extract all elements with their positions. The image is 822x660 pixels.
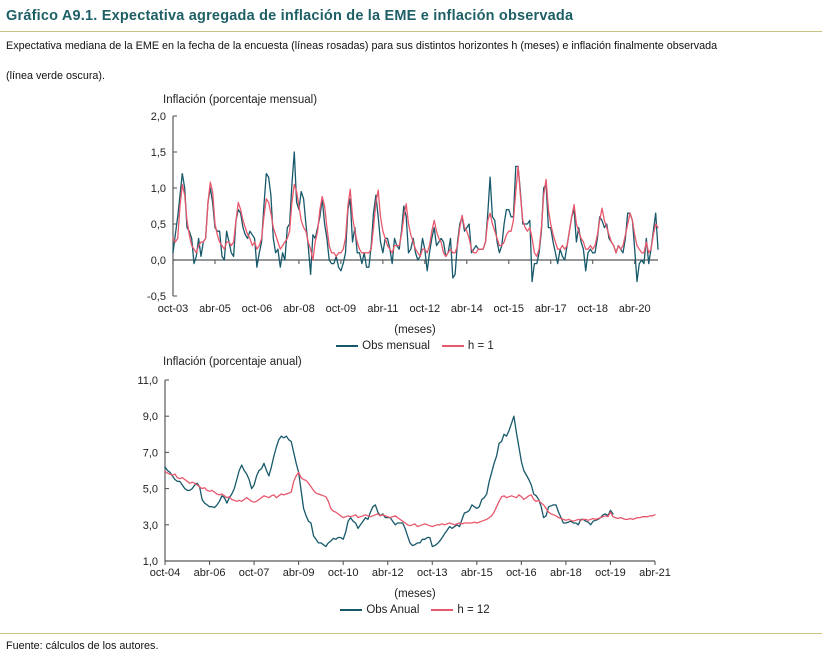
x-tick-label: oct-13 xyxy=(416,567,448,580)
monthly-chart-plot xyxy=(120,108,822,324)
x-tick-label: abr-21 xyxy=(639,567,671,580)
legend-item-h1 xyxy=(442,340,494,352)
x-tick-label: oct-03 xyxy=(157,303,189,316)
x-tick-label: oct-04 xyxy=(149,567,181,580)
subtitle-line1: Expectativa mediana de la EME en la fecha de la encuesta (líneas rosadas) para sus distintos horizontes h (meses) e inflación finalmente observada xyxy=(6,40,718,52)
x-tick-label: abr-17 xyxy=(534,303,567,316)
x-tick-label: abr-06 xyxy=(193,567,226,580)
annual-chart-axis-title: Inflación (porcentaje anual) xyxy=(163,356,302,369)
figure-footer xyxy=(0,633,822,660)
y-tick-label: 0,5 xyxy=(150,219,166,232)
monthly-chart-legend xyxy=(125,338,705,352)
y-tick-label: -0,5 xyxy=(147,291,166,304)
y-tick-label: 7,0 xyxy=(142,447,158,460)
x-tick-label: abr-09 xyxy=(282,567,315,580)
x-tick-label: abr-05 xyxy=(199,303,231,316)
y-tick-label: 2,0 xyxy=(150,111,166,124)
legend-label-obs-mensual: Obs mensual xyxy=(362,340,430,353)
x-tick-label: oct-06 xyxy=(241,303,273,316)
footer-rule xyxy=(0,633,822,634)
h-12-line xyxy=(165,472,655,527)
x-tick-label: abr-12 xyxy=(371,567,404,580)
h-1-line xyxy=(173,167,658,261)
legend-item-h12 xyxy=(431,604,489,616)
x-tick-label: abr-14 xyxy=(450,303,483,316)
annual-inflation-chart xyxy=(0,356,822,616)
annual-xaxis-unit: (meses) xyxy=(394,588,436,601)
h1-line-swatch xyxy=(442,345,464,347)
x-tick-label: oct-19 xyxy=(595,567,626,580)
legend-label-obs-anual: Obs Anual xyxy=(366,604,420,617)
annual-chart-legend xyxy=(125,602,705,616)
y-tick-label: 1,0 xyxy=(150,183,166,196)
subtitle-line2: (línea verde oscura). xyxy=(6,70,106,83)
y-tick-label: 11,0 xyxy=(137,375,158,388)
h12-line-swatch xyxy=(431,609,453,611)
figure-subtitle xyxy=(6,39,812,84)
y-tick-label: 1,5 xyxy=(150,147,166,160)
x-tick-label: oct-07 xyxy=(238,567,270,580)
legend-label-h12: h = 12 xyxy=(457,604,490,617)
x-tick-label: abr-15 xyxy=(460,567,493,580)
legend-label-h1: h = 1 xyxy=(467,340,494,353)
monthly-chart-axis-title: Inflación (porcentaje mensual) xyxy=(163,94,318,107)
monthly-xaxis-unit: (meses) xyxy=(394,324,436,337)
x-tick-label: oct-16 xyxy=(506,567,537,580)
obs-mensual-line xyxy=(173,152,658,282)
x-tick-label: oct-12 xyxy=(409,303,441,316)
x-tick-label: oct-18 xyxy=(577,303,609,316)
x-tick-label: oct-09 xyxy=(325,303,357,316)
obs-anual-line xyxy=(165,417,613,547)
x-tick-label: abr-11 xyxy=(367,303,399,316)
source-note: Fuente: cálculos de los autores. xyxy=(6,640,159,652)
y-tick-label: 1,0 xyxy=(142,556,158,569)
monthly-inflation-chart xyxy=(0,94,822,352)
y-tick-label: 5,0 xyxy=(142,483,158,496)
x-tick-label: abr-08 xyxy=(283,303,315,316)
legend-item-obs-anual xyxy=(340,604,419,616)
x-tick-label: oct-10 xyxy=(327,567,359,580)
y-tick-label: 9,0 xyxy=(142,411,158,424)
title-rule xyxy=(0,31,822,32)
obs-anual-line-swatch xyxy=(340,609,362,611)
x-tick-label: oct-15 xyxy=(493,303,525,316)
x-tick-label: abr-20 xyxy=(618,303,651,316)
x-tick-label: abr-18 xyxy=(550,567,582,580)
annual-chart-plot xyxy=(120,370,822,588)
obs-mensual-line-swatch xyxy=(336,345,358,347)
y-tick-label: 3,0 xyxy=(142,520,158,533)
legend-item-obs-mensual xyxy=(336,340,430,352)
page-title: Gráfico A9.1. Expectativa agregada de inflación de la EME e inflación observada xyxy=(6,8,574,24)
y-tick-label: 0,0 xyxy=(150,255,166,268)
